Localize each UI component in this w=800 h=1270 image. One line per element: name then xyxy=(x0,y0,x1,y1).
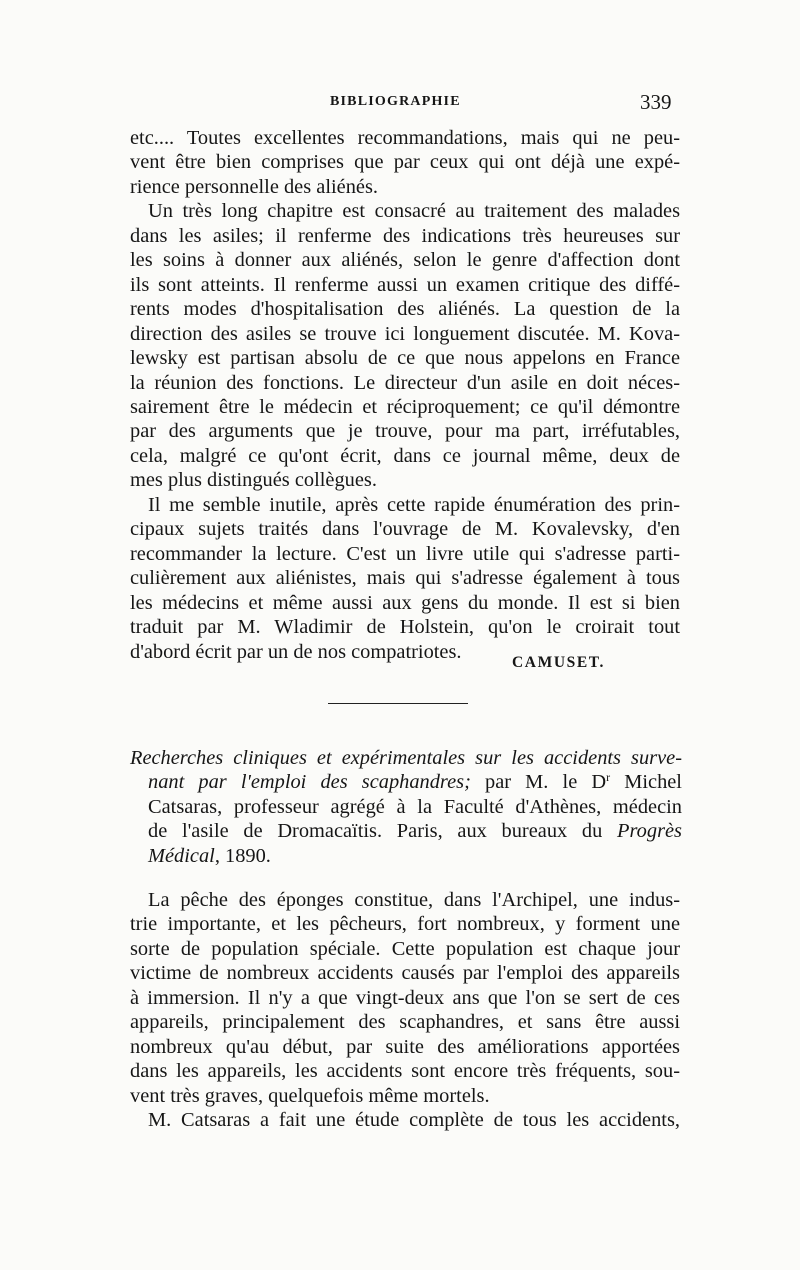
text-line: recommander la lecture. C'est un livre utile qui s'adresse parti- xyxy=(130,542,680,565)
entry-line xyxy=(130,844,682,868)
text-line: la réunion des fonctions. Le directeur d'un asile en doit néces- xyxy=(130,371,680,394)
review-conclusion xyxy=(130,126,680,664)
text-line: ils sont atteints. Il renferme aussi un examen critique des diffé- xyxy=(130,273,680,296)
text-line: dans les appareils, les accidents sont encore très fréquents, sou- xyxy=(130,1060,680,1083)
entry-review-body xyxy=(130,888,680,1133)
text-line: M. Catsaras a fait une étude complète de tous les accidents, xyxy=(148,1109,680,1132)
text-line: nombreux qu'au début, par suite des améliorations apportées xyxy=(130,1035,680,1058)
text-line: traduit par M. Wladimir de Holstein, qu'on le croirait tout xyxy=(130,616,680,639)
text-line: Un très long chapitre est consacré au traitement des malades xyxy=(148,200,680,223)
entry-title-line xyxy=(130,746,682,770)
entry-journal-part1: Progrès xyxy=(617,820,682,843)
entry-line: Catsaras, professeur agrégé à la Faculté d'Athènes, médecin xyxy=(148,795,682,818)
text-line: mes plus distingués collègues. xyxy=(130,469,377,492)
text-line: culièrement aux aliénistes, mais qui s'adresse également à tous xyxy=(130,567,680,590)
review-signature: CAMUSET. xyxy=(512,654,606,671)
entry-journal-part2: Médical xyxy=(148,844,215,867)
text-line: lewsky est partisan absolu de ce que nous appelons en France xyxy=(130,347,680,370)
text-line: dans les asiles; il renferme des indications très heureuses sur xyxy=(130,224,680,247)
text-line: rience personnelle des aliénés. xyxy=(130,175,378,198)
text-line: cipaux sujets traités dans l'ouvrage de M. Kovalevsky, d'en xyxy=(130,518,680,541)
entry-publisher: de l'asile de Dromacaïtis. Paris, aux bureaux du xyxy=(148,820,618,843)
entry-author-sup: r xyxy=(606,770,611,785)
entry-year: , 1890. xyxy=(214,844,271,867)
text-line: Il me semble inutile, après cette rapide énumération des prin- xyxy=(148,493,680,516)
running-head-title: BIBLIOGRAPHIE xyxy=(330,94,461,109)
running-head xyxy=(0,90,800,116)
text-line: vent très graves, quelquefois même mortels. xyxy=(130,1084,490,1107)
text-line: trie importante, et les pêcheurs, fort nombreux, y forment une xyxy=(130,913,680,936)
entry-author-intro: par M. le D xyxy=(470,771,607,794)
text-line: d'abord écrit par un de nos compatriotes. xyxy=(130,640,462,663)
bibliographic-entry xyxy=(130,746,682,868)
text-line: par des arguments que je trouve, pour ma part, irréfutables, xyxy=(130,420,680,443)
text-line: à immersion. Il n'y a que vingt-deux ans que l'on se sert de ces xyxy=(130,986,680,1009)
entry-title-part2: nant par l'emploi des scaphandres; xyxy=(148,771,471,794)
entry-title-part1: Recherches cliniques et expérimentales sur les accidents surve- xyxy=(130,747,682,769)
page-number: 339 xyxy=(640,90,672,114)
entry-author-name: Michel xyxy=(610,771,682,794)
text-line: appareils, principalement des scaphandres, et sans être aussi xyxy=(130,1011,680,1034)
text-line: vent être bien comprises que par ceux qui ont déjà une expé- xyxy=(130,151,680,174)
text-line: les soins à donner aux aliénés, selon le genre d'affection dont xyxy=(130,249,680,272)
entry-line xyxy=(130,819,682,843)
text-line: cela, malgré ce qu'ont écrit, dans ce journal même, deux de xyxy=(130,444,680,467)
text-line: rents modes d'hospitalisation des aliénés. La question de la xyxy=(130,298,680,321)
text-line: les médecins et même aussi aux gens du monde. Il est si bien xyxy=(130,591,680,614)
text-line: direction des asiles se trouve ici longuement discutée. M. Kova- xyxy=(130,322,680,345)
entry-title-line xyxy=(130,770,682,794)
text-line: victime de nombreux accidents causés par l'emploi des appareils xyxy=(130,962,680,985)
section-divider xyxy=(328,703,468,704)
text-line: sairement être le médecin et réciproquement; ce qu'il démontre xyxy=(130,395,680,418)
text-line: sorte de population spéciale. Cette population est chaque jour xyxy=(130,937,680,960)
text-line: etc.... Toutes excellentes recommandations, mais qui ne peu- xyxy=(130,127,680,149)
text-line: La pêche des éponges constitue, dans l'Archipel, une indus- xyxy=(148,889,680,911)
